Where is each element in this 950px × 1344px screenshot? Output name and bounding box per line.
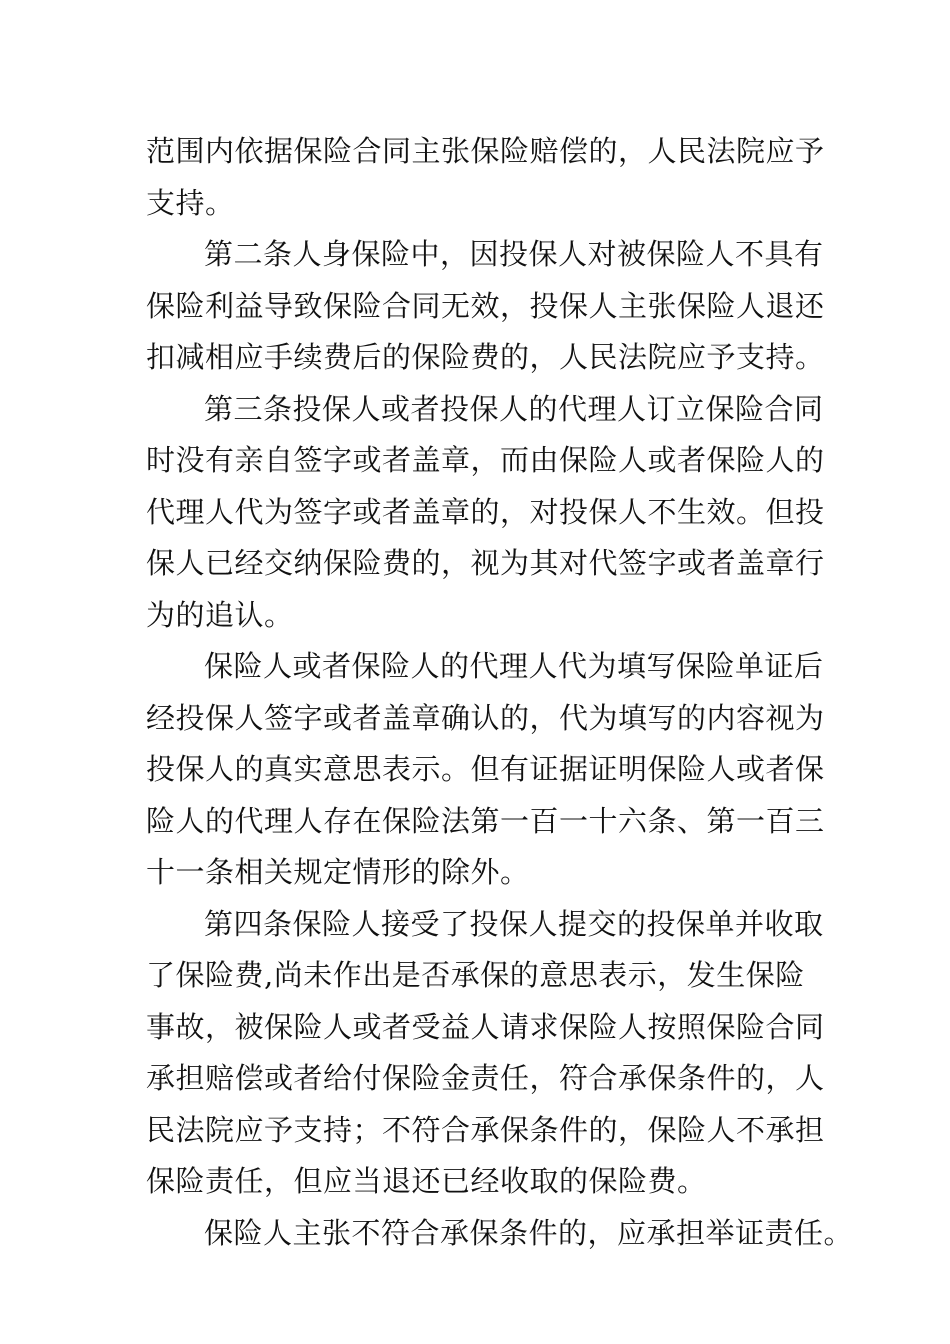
document-body xyxy=(146,126,854,1259)
text-line: 事故，被保险人或者受益人请求保险人按照保险合同 xyxy=(146,1009,825,1044)
text-line: 险人的代理人存在保险法第一百一十六条、第一百三 xyxy=(146,803,825,838)
text-line: 了保险费,尚未作出是否承保的意思表示，发生保险 xyxy=(146,958,805,992)
text-line: 十一条相关规定情形的除外。 xyxy=(146,855,530,889)
text-line: 支持。 xyxy=(146,185,235,220)
text-line: 保险利益导致保险合同无效，投保人主张保险人退还 xyxy=(146,288,825,323)
text-line: 民法院应予支持；不符合承保条件的，保险人不承担 xyxy=(146,1112,825,1147)
text-line: 保人已经交纳保险费的，视为其对代签字或者盖章行 xyxy=(146,546,825,580)
text-line: 承担赔偿或者给付保险金责任，符合承保条件的，人 xyxy=(146,1061,825,1095)
text-line: 保险人或者保险人的代理人代为填写保险单证后 xyxy=(204,649,824,683)
text-line: 投保人的真实意思表示。但有证据证明保险人或者保 xyxy=(146,752,825,786)
text-line: 扣减相应手续费后的保险费的，人民法院应予支持。 xyxy=(146,340,825,374)
text-line: 代理人代为签字或者盖章的，对投保人不生效。但投 xyxy=(146,494,825,529)
text-line: 为的追认。 xyxy=(146,597,294,632)
text-line: 保险人主张不符合承保条件的，应承担举证责任。 xyxy=(204,1215,854,1250)
text-line: 第二条人身保险中，因投保人对被保险人不具有 xyxy=(204,237,824,271)
text-line: 第三条投保人或者投保人的代理人订立保险合同 xyxy=(204,391,824,426)
text-line: 经投保人签字或者盖章确认的，代为填写的内容视为 xyxy=(146,700,825,735)
text-line: 时没有亲自签字或者盖章，而由保险人或者保险人的 xyxy=(146,443,825,477)
text-line: 第四条保险人接受了投保人提交的投保单并收取 xyxy=(204,906,824,941)
text-line: 保险责任，但应当退还已经收取的保险费。 xyxy=(146,1164,707,1198)
text-line: 范围内依据保险合同主张保险赔偿的，人民法院应予 xyxy=(146,134,825,168)
